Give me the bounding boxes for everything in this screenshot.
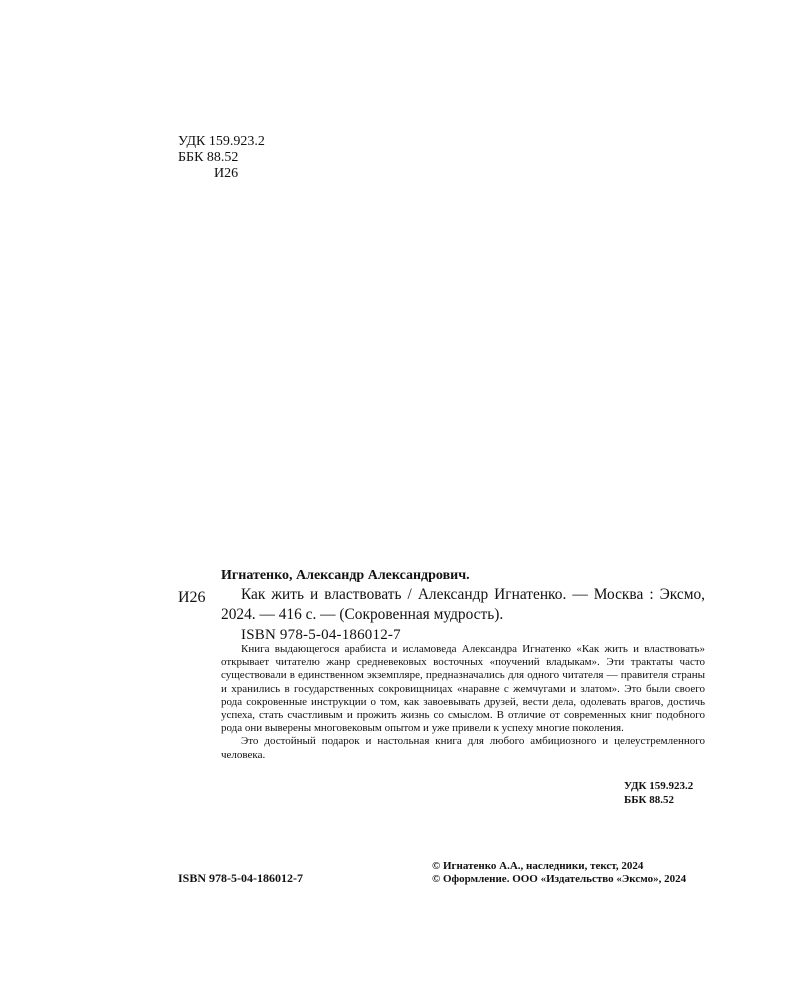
annotation-paragraph: Это достойный подарок и настольная книга для любого амбициозного и целеустремленного человека. (221, 735, 705, 761)
author-mark-side: И26 (178, 589, 206, 606)
isbn-record: ISBN 978-5-04-186012-7 (241, 627, 401, 643)
footer-isbn: ISBN 978-5-04-186012-7 (178, 871, 303, 885)
udk-code: УДК 159.923.2 (624, 780, 694, 792)
copyright-text: © Игнатенко А.А., наследники, текст, 2024 (432, 860, 644, 872)
classification-codes-top (178, 134, 265, 182)
bibliographic-record: Как жить и властвовать / Александр Игнатенко. — Москва : Эксмо, 2024. — 416 с. — (Сокровенная мудрость). (221, 586, 705, 623)
annotation-paragraph: Книга выдающегося арабиста и исламоведа Александра Игнатенко «Как жить и властвовать» открывает читателю жанр средневековых восточных «поучений владыкам». Эти трактаты часто существовали в единственном экземпляре, предназначались для одного читателя — правителя страны и хранились в государственных сокровищницах «наравне с жемчугами и златом». Это были своего рода сокровенные инструкции о том, как завоевывать друзей, вести дела, одолевать врагов, достичь успеха, стать счастливым и прожить жизнь со смыслом. В отличие от современных книг подобного рода они выверены многовековым опытом и уже привели к успеху многие поколения. (221, 643, 705, 735)
author-heading: Игнатенко, Александр Александрович. (221, 568, 470, 583)
udk-code: УДК 159.923.2 (178, 134, 265, 149)
annotation (221, 643, 705, 762)
bbk-code: ББК 88.52 (624, 794, 675, 806)
author-mark: И26 (214, 166, 239, 181)
bbk-code: ББК 88.52 (178, 150, 239, 165)
copyright-block (432, 860, 686, 886)
copyright-design: © Оформление. ООО «Издательство «Эксмо», 2024 (432, 873, 687, 885)
classification-codes-bottom (624, 779, 693, 807)
